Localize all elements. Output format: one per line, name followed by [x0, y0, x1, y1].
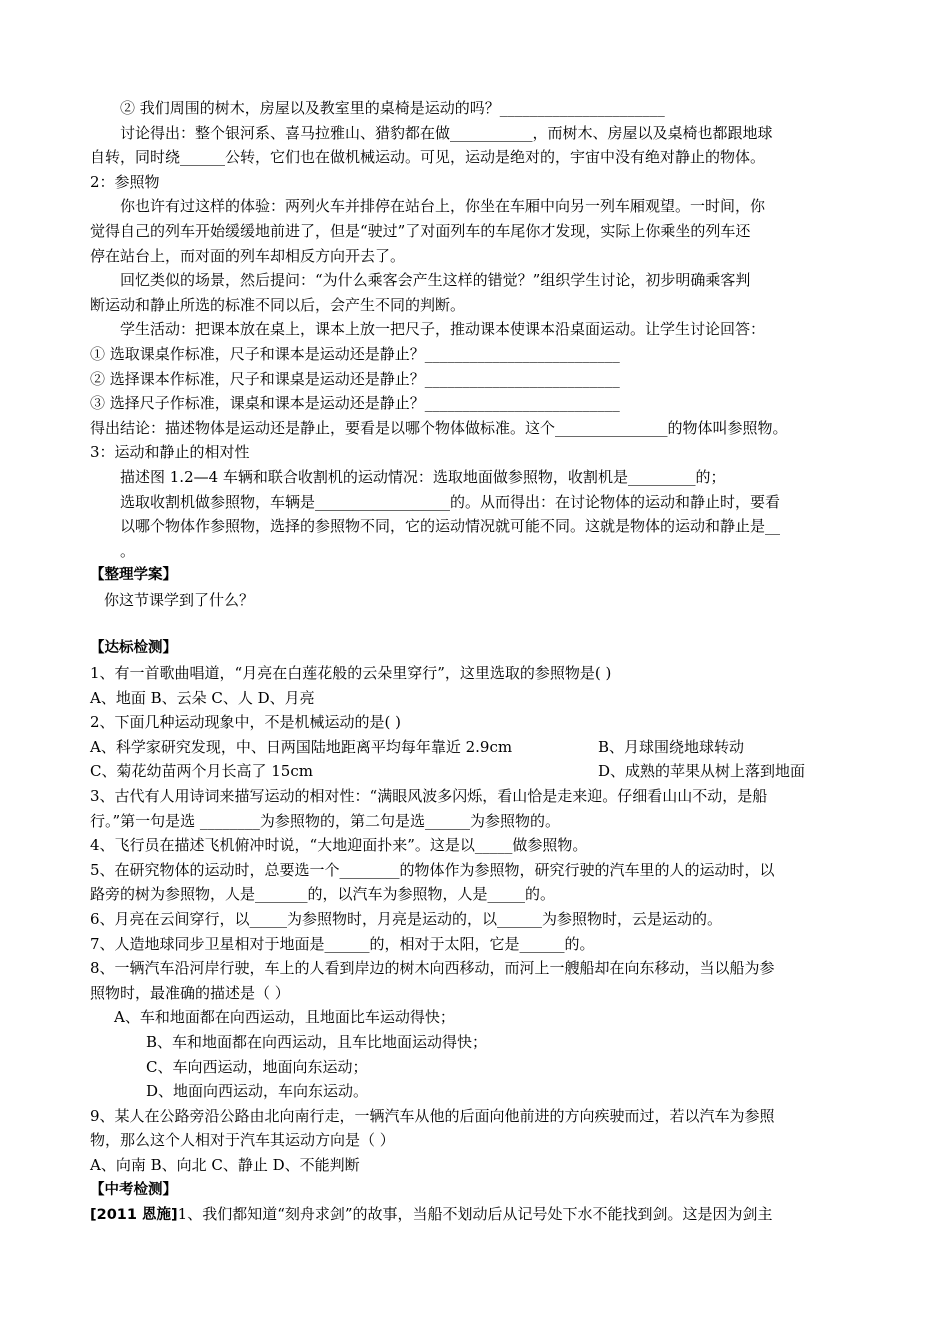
- text-line: 回忆类似的场景，然后提问：“为什么乘客会产生这样的错觉？”组织学生讨论，初步明确乘客判: [120, 271, 751, 290]
- text-line: 描述图 1.2—4 车辆和联合收割机的运动情况：选取地面做参照物，收割机是_________的；: [120, 467, 726, 486]
- question-line: 5、在研究物体的运动时，总要选一个________的物体作为参照物，研究行驶的汽车里的人的运动时，以: [90, 860, 775, 879]
- document-page: [90, 96, 870, 1228]
- option-d: D、成熟的苹果从树上落到地面: [598, 762, 806, 781]
- section-title: 【达标检测】: [90, 640, 177, 657]
- section-title: 【整理学案】: [90, 567, 177, 584]
- text-line: 。: [120, 541, 136, 560]
- text-line: 你这节课学到了什么？: [104, 590, 255, 609]
- question-line: 照物时，最准确的描述是（ ）: [90, 983, 290, 1002]
- question-text: 1、我们都知道“刻舟求剑”的故事，当船不划动后从记号处下水不能找到剑。这是因为剑主: [177, 1205, 773, 1224]
- text-line: ② 选择课本作标准，尺子和课桌是运动还是静止？__________________________: [90, 369, 620, 388]
- question-line: 4、飞行员在描述飞机俯冲时说，“大地迎面扑来”。这是以_____做参照物。: [90, 836, 588, 855]
- section-heading: 3：运动和静止的相对性: [90, 443, 250, 462]
- option-line: D、地面向西运动，车向东运动。: [146, 1082, 369, 1101]
- option-line: [90, 759, 870, 784]
- text-line: ② 我们周围的树木，房屋以及教室里的桌椅是运动的吗？______________________: [120, 99, 665, 117]
- option-line: C、车向西运动，地面向东运动；: [146, 1057, 368, 1076]
- text-line: 觉得自己的列车开始缓缓地前进了，但是“驶过”了对面列车的车尾你才发现，实际上你乘坐的列车还: [90, 221, 751, 240]
- question-line: 路旁的树为参照物，人是_______的，以汽车为参照物，人是_____的。: [90, 885, 556, 904]
- question-line: [90, 1202, 870, 1228]
- option-line: [90, 735, 870, 760]
- question-line: 6、月亮在云间穿行，以_____为参照物时，月亮是运动的，以______为参照物时，云是运动的。: [90, 910, 723, 928]
- text-line: 你也许有过这样的体验：两列火车并排停在站台上，你坐在车厢中向另一列车厢观望。一时间，你: [120, 197, 766, 216]
- text-line: 选取收割机做参照物，车辆是__________________的。从而得出：在讨论物体的运动和静止时，要看: [120, 492, 781, 511]
- text-line: 断运动和静止所选的标准不同以后，会产生不同的判断。: [90, 295, 466, 314]
- option-a: A、科学家研究发现，中、日两国陆地距离平均每年靠近 2.9cm: [90, 737, 513, 756]
- text-line: 停在站台上，而对面的列车却相反方向开去了。: [90, 246, 406, 265]
- exam-source-tag: [2011 恩施]: [90, 1207, 178, 1224]
- option-line: A、车和地面都在向西运动，且地面比车运动得快；: [114, 1008, 455, 1027]
- question-line: 7、人造地球同步卫星相对于地面是______的，相对于太阳，它是______的。: [90, 934, 595, 953]
- option-line: A、地面 B、云朵 C、人 D、月亮: [90, 688, 315, 707]
- text-line: ① 选取课桌作标准，尺子和课本是运动还是静止？__________________________: [90, 344, 620, 363]
- question-line: 1、有一首歌曲唱道，“月亮在白莲花般的云朵里穿行”，这里选取的参照物是( ): [90, 664, 612, 683]
- option-b: B、月球围绕地球转动: [598, 737, 745, 756]
- section-heading: 2：参照物: [90, 172, 160, 191]
- question-line: 行。”第一句是选 ________为参照物的，第二句是选______为参照物的。: [90, 811, 560, 830]
- section-title: 【中考检测】: [90, 1181, 177, 1198]
- option-c: C、菊花幼苗两个月长高了 15cm: [90, 762, 313, 781]
- question-line: 3、古代有人用诗词来描写运动的相对性：“满眼风波多闪烁，看山恰是走来迎。仔细看山山不动，是船: [90, 787, 768, 806]
- text-line: 学生活动：把课本放在桌上，课本上放一把尺子，推动课本使课本沿桌面运动。让学生讨论回答：: [120, 320, 766, 339]
- text-line: 自转，同时绕______公转，它们也在做机械运动。可见，运动是绝对的，宇宙中没有绝对静止的物体。: [90, 148, 766, 167]
- question-line: 2、下面几种运动现象中，不是机械运动的是( ): [90, 713, 402, 732]
- text-line: ③ 选择尺子作标准，课桌和课本是运动还是静止？__________________________: [90, 394, 620, 413]
- text-line: 得出结论：描述物体是运动还是静止，要看是以哪个物体做标准。这个_______________的物体叫参照物。: [90, 418, 788, 437]
- text-line: 以哪个物体作参照物，选择的参照物不同，它的运动情况就可能不同。这就是物体的运动和静止是__: [120, 517, 781, 536]
- question-line: 物，那么这个人相对于汽车其运动方向是（ ）: [90, 1131, 395, 1150]
- question-line: 9、某人在公路旁沿公路由北向南行走，一辆汽车从他的后面向他前进的方向疾驶而过，若以汽车为参照: [90, 1106, 775, 1125]
- question-line: 8、一辆汽车沿河岸行驶，车上的人看到岸边的树木向西移动，而河上一艘船却在向东移动，当以船为参: [90, 959, 775, 978]
- option-line: A、向南 B、向北 C、静止 D、不能判断: [90, 1155, 360, 1174]
- text-line: 讨论得出：整个银河系、喜马拉雅山、猎豹都在做___________，而树木、房屋以及桌椅也都跟地球: [120, 123, 773, 142]
- option-line: B、车和地面都在向西运动，且车比地面运动得快；: [146, 1032, 488, 1051]
